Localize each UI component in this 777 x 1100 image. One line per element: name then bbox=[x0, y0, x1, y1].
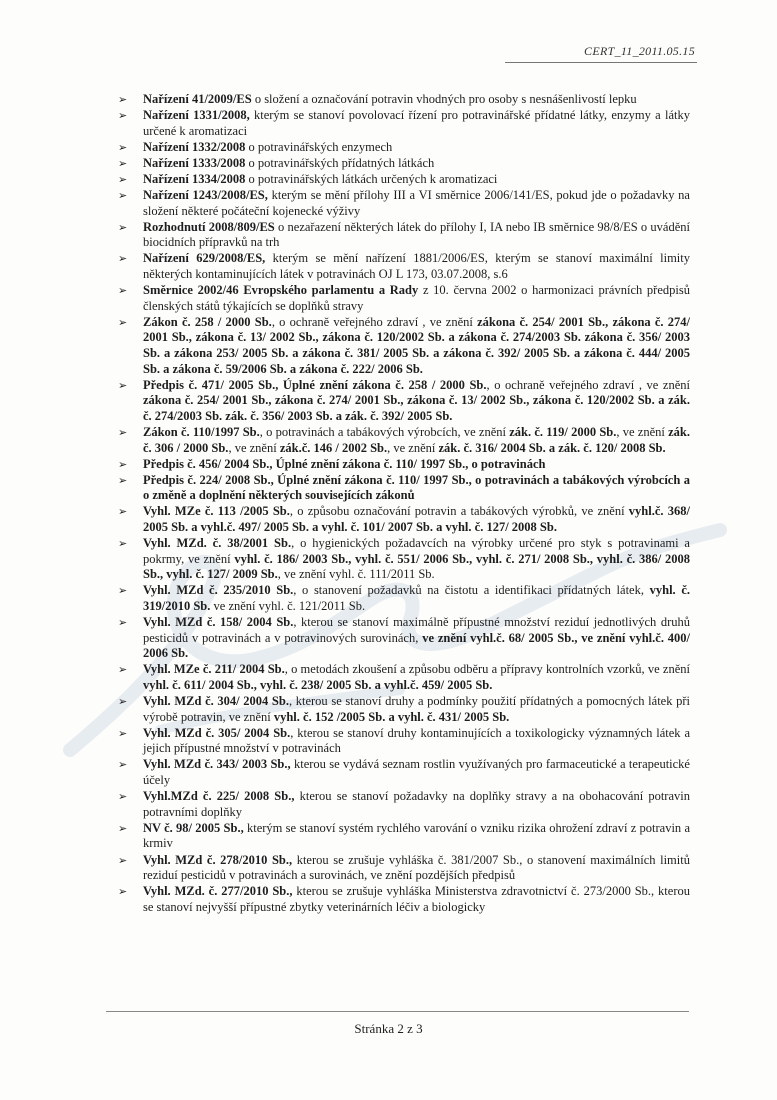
legislation-item bbox=[118, 789, 690, 820]
legislation-citation: Vyhl. MZe č. 211/ 2004 Sb. bbox=[143, 662, 285, 677]
arrow-bullet-icon: ➢ bbox=[118, 726, 128, 740]
legislation-list bbox=[118, 92, 690, 915]
legislation-description: , ve znění bbox=[228, 440, 280, 455]
legislation-item bbox=[118, 315, 690, 377]
legislation-item bbox=[118, 172, 690, 188]
page-number: Stránka 2 z 3 bbox=[354, 1021, 423, 1036]
legislation-citation: Rozhodnutí 2008/809/ES bbox=[143, 219, 275, 234]
arrow-bullet-icon: ➢ bbox=[118, 220, 128, 234]
arrow-bullet-icon: ➢ bbox=[118, 109, 128, 123]
legislation-description: , kterou se stanoví maximálně přípustné množství reziduí jednotlivých druhů pesticidů v potravinách a v potravinových surovinách, bbox=[143, 615, 690, 645]
arrow-bullet-icon: ➢ bbox=[118, 315, 128, 329]
arrow-bullet-icon: ➢ bbox=[118, 252, 128, 266]
legislation-item bbox=[118, 757, 690, 788]
legislation-description: , o hygienických požadavcích na výrobky určené pro styk s potravinami a pokrmy, ve znění bbox=[143, 536, 690, 566]
legislation-citation: Vyhl. MZd č. 235/2010 Sb. bbox=[143, 583, 294, 598]
arrow-bullet-icon: ➢ bbox=[118, 505, 128, 519]
arrow-bullet-icon: ➢ bbox=[118, 172, 128, 186]
legislation-citation: Předpis č. 471/ 2005 Sb., Úplné znění zákona č. 258 / 2000 Sb. bbox=[143, 377, 487, 392]
legislation-description: o potravinářských přídatných látkách bbox=[245, 155, 435, 170]
legislation-description: kterou se stanoví požadavky na doplňky stravy a na obohacování potravin potravními doplňky bbox=[143, 789, 690, 819]
legislation-item bbox=[118, 662, 690, 693]
legislation-description: kterým se stanoví povolovací řízení pro potravinářské přídatné látky, enzymy a látky určené k aromatizaci bbox=[143, 108, 690, 138]
legislation-item bbox=[118, 378, 690, 425]
legislation-citation: vyhl. č. 186/ 2003 Sb., vyhl. č. 551/ 2006 Sb., vyhl. č. 271/ 2008 Sb., vyhl. č. 386/ 2008 Sb., vyhl. č. 127/ 2009 Sb. bbox=[143, 551, 690, 582]
legislation-citation: Vyhl. MZd č. 278/2010 Sb., bbox=[143, 852, 293, 867]
legislation-citation: zákona č. 254/ 2001 Sb., zákona č. 274/ 2001 Sb., zákona č. 13/ 2002 Sb., zákona č. 120/2002 Sb. a zák. č. 274/2003 Sb. zák. č. 356/ 2003 Sb. a zák. č. 392/ 2005 Sb. bbox=[143, 393, 690, 423]
arrow-bullet-icon: ➢ bbox=[118, 457, 128, 471]
footer-rule bbox=[106, 1011, 689, 1012]
arrow-bullet-icon: ➢ bbox=[118, 663, 128, 677]
legislation-citation: Vyhl. MZd. č. 277/2010 Sb., bbox=[143, 884, 293, 899]
arrow-bullet-icon: ➢ bbox=[118, 584, 128, 598]
legislation-citation: vyhl. č. 611/ 2004 Sb., vyhl. č. 238/ 2005 Sb. a vyhl.č. 459/ 2005 Sb. bbox=[143, 677, 493, 692]
legislation-item bbox=[118, 220, 690, 251]
legislation-description: kterou se vydává seznam rostlin využívaných pro farmaceutické a terapeutické účely bbox=[143, 757, 690, 788]
legislation-item bbox=[118, 853, 690, 884]
legislation-citation: vyhl.č. 368/ 2005 Sb. a vyhl.č. 497/ 2005 Sb. a vyhl. č. 101/ 2007 Sb. a vyhl. č. 127/ 2008 Sb. bbox=[143, 504, 690, 535]
arrow-bullet-icon: ➢ bbox=[118, 758, 128, 772]
legislation-description: , kterou se stanoví druhy kontaminujících a toxikologicky významných látek a jejich přípustné množství v potravinách bbox=[143, 725, 690, 756]
legislation-citation: zák. č. 306 / 2000 Sb. bbox=[143, 424, 690, 455]
arrow-bullet-icon: ➢ bbox=[118, 885, 128, 899]
legislation-citation: Předpis č. 456/ 2004 Sb., Úplné znění zákona č. 110/ 1997 Sb., o potravinách bbox=[143, 456, 546, 471]
legislation-citation: Nařízení 1333/2008 bbox=[143, 155, 246, 170]
legislation-description: , o ochraně veřejného zdraví , ve znění bbox=[486, 377, 690, 392]
legislation-citation: Vyhl. MZd č. 304/ 2004 Sb. bbox=[143, 694, 289, 709]
legislation-citation: Předpis č. 224/ 2008 Sb., Úplné znění zákona č. 110/ 1997 Sb., o potravinách a tabákových výrobcích a o změně a doplnění některých souvisejících zákonů bbox=[143, 472, 690, 503]
legislation-citation: ve znění vyhl.č. 68/ 2005 Sb., ve znění vyhl.č. 400/ 2006 Sb. bbox=[143, 630, 691, 661]
legislation-item bbox=[118, 536, 690, 583]
legislation-citation: Nařízení 1243/2008/ES, bbox=[143, 188, 268, 203]
legislation-citation: Zákon č. 110/1997 Sb. bbox=[143, 424, 260, 439]
legislation-description: kterým se mění přílohy III a VI směrnice 2006/141/ES, pokud jde o požadavky na složení některé počáteční kojenecké výživy bbox=[143, 188, 690, 218]
legislation-citation: Vyhl. MZd č. 343/ 2003 Sb., bbox=[143, 757, 291, 772]
legislation-item bbox=[118, 694, 690, 725]
legislation-item bbox=[118, 726, 690, 757]
legislation-item bbox=[118, 425, 690, 456]
legislation-item bbox=[118, 583, 690, 614]
legislation-description: , o stanovení požadavků na čistotu a identifikaci přídatných látek, bbox=[293, 583, 650, 598]
document-reference: CERT_11_2011.05.15 bbox=[584, 44, 695, 58]
legislation-description: kterou se zrušuje vyhláška č. 381/2007 Sb., o stanovení maximálních limitů reziduí pesticidů v potravinách a surovinách, ve znění pozdějších předpisů bbox=[143, 852, 690, 883]
legislation-description: o složení a označování potravin vhodných pro osoby s nesnášenlivostí lepku bbox=[251, 92, 637, 106]
legislation-item bbox=[118, 283, 690, 314]
legislation-description: , ve znění bbox=[387, 440, 439, 455]
legislation-item bbox=[118, 140, 690, 156]
legislation-citation: zák. č. 316/ 2004 Sb. a zák. č. 120/ 2008 Sb. bbox=[438, 440, 666, 455]
arrow-bullet-icon: ➢ bbox=[118, 284, 128, 298]
legislation-item bbox=[118, 473, 690, 504]
legislation-citation: Vyhl. MZd č. 305/ 2004 Sb. bbox=[143, 725, 291, 740]
legislation-description: , ve znění vyhl. č. 111/2011 Sb. bbox=[277, 567, 435, 582]
arrow-bullet-icon: ➢ bbox=[118, 537, 128, 551]
arrow-bullet-icon: ➢ bbox=[118, 695, 128, 709]
legislation-item bbox=[118, 821, 690, 852]
legislation-citation: zákona č. 254/ 2001 Sb., zákona č. 274/ 2001 Sb., zákona č. 13/ 2002 Sb., zákona č. 120/2002 Sb. a zákona č. 274/2003 Sb. zákona č. 356/ 2003 Sb. a zákona 253/ 2005 Sb. a zákona č. 381/ 2005 Sb. a zákona č. 392/ 2005 Sb. a zákona č. 444/ 2005 Sb. a zákona č. 59/2006 Sb. a zákona č. 222/ 2006 Sb. bbox=[143, 314, 690, 376]
legislation-description: , o potravinách a tabákových výrobcích, ve znění bbox=[259, 424, 510, 439]
legislation-item bbox=[118, 884, 690, 915]
legislation-description: , o metodách zkoušení a způsobu odběru a přípravy kontrolních vzorků, ve znění bbox=[284, 662, 690, 677]
arrow-bullet-icon: ➢ bbox=[118, 616, 128, 630]
legislation-citation: Vyhl. MZd č. 158/ 2004 Sb. bbox=[143, 615, 294, 630]
legislation-item bbox=[118, 156, 690, 172]
legislation-citation: Vyhl. MZd. č. 38/2001 Sb. bbox=[143, 536, 292, 551]
legislation-citation: vyhl. č. 152 /2005 Sb. a vyhl. č. 431/ 2005 Sb. bbox=[273, 709, 510, 724]
legislation-description: , kterou se stanoví druhy a podmínky použití přídatných a pomocných látek při výrobě potravin, ve znění bbox=[143, 694, 691, 724]
legislation-citation: Vyhl.MZd č. 225/ 2008 Sb., bbox=[143, 789, 295, 804]
legislation-description: o potravinářských enzymech bbox=[245, 139, 393, 154]
legislation-citation: Nařízení 629/2008/ES, bbox=[143, 251, 266, 266]
legislation-item bbox=[118, 108, 690, 139]
legislation-item bbox=[118, 504, 690, 535]
legislation-description: ve znění vyhl. č. 121/2011 Sb. bbox=[210, 599, 366, 613]
legislation-citation: Nařízení 1332/2008 bbox=[143, 139, 246, 154]
arrow-bullet-icon: ➢ bbox=[118, 189, 128, 203]
legislation-citation: Směrnice 2002/46 Evropského parlamentu a Rady bbox=[143, 283, 419, 298]
arrow-bullet-icon: ➢ bbox=[118, 156, 128, 170]
legislation-description: , ve znění bbox=[616, 424, 669, 439]
legislation-item bbox=[118, 251, 690, 282]
legislation-item bbox=[118, 615, 690, 662]
legislation-citation: Zákon č. 258 / 2000 Sb. bbox=[143, 314, 272, 329]
legislation-description: kterým se stanoví systém rychlého varování o vzniku rizika ohrožení zdraví z potravin a krmiv bbox=[143, 820, 690, 851]
arrow-bullet-icon: ➢ bbox=[118, 853, 128, 867]
legislation-citation: NV č. 98/ 2005 Sb., bbox=[143, 820, 244, 835]
arrow-bullet-icon: ➢ bbox=[118, 140, 128, 154]
legislation-item bbox=[118, 188, 690, 219]
header-rule bbox=[505, 62, 697, 63]
legislation-description: o potravinářských látkách určených k aromatizaci bbox=[245, 171, 498, 186]
legislation-description: kterým se mění nařízení 1881/2006/ES, kterým se stanoví maximální limity některých kontaminujících látek v potravinách OJ L 173, 03.07.2008, s.6 bbox=[143, 251, 690, 282]
legislation-description: kterou se zrušuje vyhláška Ministerstva zdravotnictví č. 273/2000 Sb., kterou se stanoví nejvyšší přípustné zbytky veterinárních léčiv a biologicky bbox=[143, 884, 690, 914]
legislation-description: z 10. června 2002 o harmonizaci právních předpisů členských států týkajících se doplňků stravy bbox=[143, 283, 690, 313]
arrow-bullet-icon: ➢ bbox=[118, 790, 128, 804]
legislation-citation: zák.č. 146 / 2002 Sb. bbox=[279, 440, 388, 455]
legislation-citation: vyhl. č. 319/2010 Sb. bbox=[143, 583, 690, 613]
legislation-citation: zák. č. 119/ 2000 Sb. bbox=[509, 424, 617, 439]
arrow-bullet-icon: ➢ bbox=[118, 378, 128, 392]
legislation-citation: Nařízení 1331/2008, bbox=[143, 108, 250, 123]
legislation-citation: Nařízení 41/2009/ES bbox=[143, 92, 252, 106]
legislation-item bbox=[118, 92, 690, 108]
legislation-citation: Nařízení 1334/2008 bbox=[143, 171, 246, 186]
legislation-description: , o ochraně veřejného zdraví , ve znění bbox=[271, 314, 478, 329]
arrow-bullet-icon: ➢ bbox=[118, 821, 128, 835]
legislation-item bbox=[118, 457, 690, 473]
arrow-bullet-icon: ➢ bbox=[118, 93, 128, 106]
arrow-bullet-icon: ➢ bbox=[118, 473, 128, 487]
legislation-description: , o způsobu označování potravin a tabákových výrobků, ve znění bbox=[289, 504, 629, 519]
legislation-citation: Vyhl. MZe č. 113 /2005 Sb. bbox=[143, 504, 290, 519]
legislation-list-container bbox=[118, 92, 690, 916]
arrow-bullet-icon: ➢ bbox=[118, 425, 128, 439]
legislation-description: o nezařazení některých látek do přílohy I, IA nebo IB směrnice 98/8/ES o uvádění biocidních přípravků na trh bbox=[143, 219, 690, 250]
